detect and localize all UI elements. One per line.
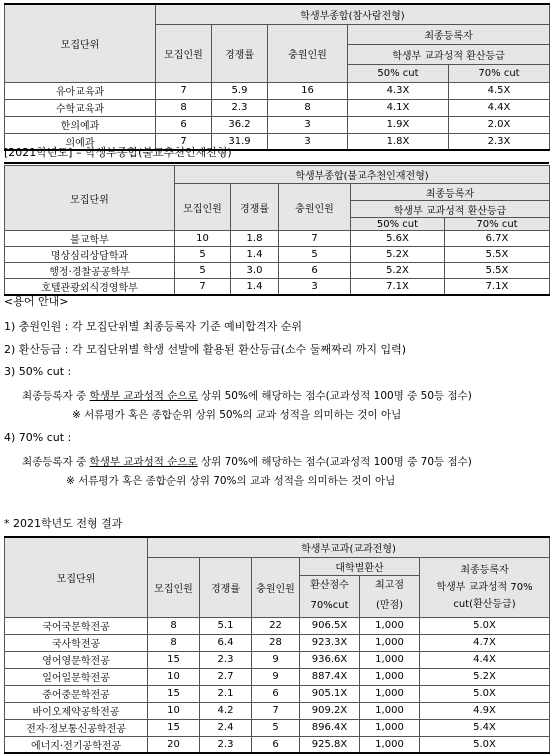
filled-header: 충원인원 bbox=[279, 184, 351, 231]
grade-header: 학생부 교과성적 환산등급 bbox=[348, 44, 550, 64]
unit-header: 모집단위 bbox=[5, 537, 148, 617]
ratio-cell: 2.3 bbox=[212, 99, 268, 116]
unit-cell: 에너지·전기공학전공 bbox=[5, 736, 148, 753]
max-cell: 1,000 bbox=[360, 634, 420, 651]
table-row bbox=[5, 736, 550, 753]
max-cell: 1,000 bbox=[360, 719, 420, 736]
score-header-line1: 환산점수 bbox=[310, 580, 349, 591]
filled-cell: 6 bbox=[279, 263, 351, 279]
max-cell: 1,000 bbox=[360, 651, 420, 668]
term-70cut-desc bbox=[22, 454, 472, 469]
cut70-cell: 5.5X bbox=[445, 247, 550, 263]
unit-cell: 국어국문학전공 bbox=[5, 617, 148, 634]
term-70cut: 4) 70% cut : bbox=[4, 431, 72, 444]
quota-cell: 5 bbox=[175, 247, 231, 263]
ratio-cell: 2.1 bbox=[200, 685, 252, 702]
filled-cell: 22 bbox=[252, 617, 300, 634]
quota-cell: 7 bbox=[175, 279, 231, 296]
table-row bbox=[5, 247, 550, 263]
unit-cell: 유아교육과 bbox=[5, 82, 156, 99]
unit-header: 모집단위 bbox=[5, 4, 156, 82]
cut70-cell: 7.1X bbox=[445, 279, 550, 296]
cut70-cell: 4.5X bbox=[449, 82, 550, 99]
max-header-line2: (만점) bbox=[375, 600, 404, 611]
cut70-cell: 4.4X bbox=[449, 99, 550, 116]
quota-cell: 7 bbox=[156, 82, 212, 99]
grade-cell: 4.4X bbox=[420, 651, 550, 668]
unit-cell: 영어영문학전공 bbox=[5, 651, 148, 668]
filled-cell: 16 bbox=[268, 82, 348, 99]
term-underlined: 학생부 교과성적 순으로 bbox=[89, 456, 198, 468]
unit-cell: 국사학전공 bbox=[5, 634, 148, 651]
score-cell: 936.6X bbox=[300, 651, 360, 668]
cut70-header: 70% cut bbox=[449, 64, 550, 82]
cut50-header: 50% cut bbox=[351, 218, 445, 231]
unit-cell: 전자·정보통신공학전공 bbox=[5, 719, 148, 736]
grade-cell: 5.4X bbox=[420, 719, 550, 736]
ratio-cell: 2.4 bbox=[200, 719, 252, 736]
score-cell: 906.5X bbox=[300, 617, 360, 634]
term-50cut-desc bbox=[22, 388, 472, 403]
quota-cell: 6 bbox=[156, 116, 212, 133]
table-row bbox=[5, 634, 550, 651]
ratio-cell: 2.3 bbox=[200, 651, 252, 668]
unit-cell: 중어중문학전공 bbox=[5, 685, 148, 702]
table-row bbox=[5, 99, 550, 116]
ratio-cell: 6.4 bbox=[200, 634, 252, 651]
table-row bbox=[5, 719, 550, 736]
ratio-cell: 5.1 bbox=[200, 617, 252, 634]
filled-header: 충원인원 bbox=[268, 24, 348, 82]
ratio-header: 경쟁률 bbox=[231, 184, 279, 231]
filled-cell: 7 bbox=[252, 702, 300, 719]
max-cell: 1,000 bbox=[360, 617, 420, 634]
grade-cell: 4.7X bbox=[420, 634, 550, 651]
cut50-cell: 5.2X bbox=[351, 247, 445, 263]
table-row bbox=[5, 685, 550, 702]
term-50cut-note: ※ 서류평가 혹은 종합순위 상위 50%의 교과 성적을 의미하는 것이 아님 bbox=[72, 409, 402, 421]
admission-table-gyogwa bbox=[4, 536, 550, 754]
cut50-cell: 7.1X bbox=[351, 279, 445, 296]
table-row bbox=[5, 668, 550, 685]
ratio-cell: 1.4 bbox=[231, 279, 279, 296]
cut70-cell: 2.3X bbox=[449, 133, 550, 150]
ratio-cell: 31.9 bbox=[212, 133, 268, 150]
score-header-line2: 70%cut bbox=[310, 600, 349, 611]
quota-header: 모집인원 bbox=[156, 24, 212, 82]
filled-header: 충원인원 bbox=[252, 557, 300, 617]
grade-cell: 5.0X bbox=[420, 617, 550, 634]
term-text: 최종등록자 중 bbox=[22, 390, 90, 402]
grade-cell: 5.0X bbox=[420, 685, 550, 702]
cut50-cell: 5.2X bbox=[351, 263, 445, 279]
cut50-cell: 1.9X bbox=[348, 116, 449, 133]
quota-header: 모집인원 bbox=[175, 184, 231, 231]
filled-cell: 9 bbox=[252, 651, 300, 668]
term-text: 최종등록자 중 bbox=[22, 456, 90, 468]
quota-cell: 15 bbox=[148, 719, 200, 736]
max-header-line1: 최고점 bbox=[375, 580, 404, 591]
table-row bbox=[5, 279, 550, 296]
term-50cut: 3) 50% cut : bbox=[4, 365, 72, 378]
term-filled: 1) 충원인원 : 각 모집단위별 최종등록자 기준 예비합격자 순위 bbox=[4, 320, 302, 333]
conversion-header: 대학별환산 bbox=[300, 557, 420, 575]
table-row bbox=[5, 82, 550, 99]
filled-cell: 6 bbox=[252, 685, 300, 702]
score-cell: 923.3X bbox=[300, 634, 360, 651]
ratio-cell: 5.9 bbox=[212, 82, 268, 99]
max-cell: 1,000 bbox=[360, 736, 420, 753]
filled-cell: 7 bbox=[279, 231, 351, 247]
terms-title: <용어 안내> bbox=[4, 295, 69, 308]
quota-cell: 8 bbox=[148, 617, 200, 634]
quota-cell: 5 bbox=[175, 263, 231, 279]
score-cell: 905.1X bbox=[300, 685, 360, 702]
quota-cell: 10 bbox=[175, 231, 231, 247]
table-row bbox=[5, 263, 550, 279]
admission-table-bulgyo bbox=[4, 165, 550, 296]
cut50-cell: 5.6X bbox=[351, 231, 445, 247]
unit-cell: 행정·경찰공공학부 bbox=[5, 263, 175, 279]
quota-cell: 10 bbox=[148, 668, 200, 685]
ratio-header: 경쟁률 bbox=[200, 557, 252, 617]
final-header bbox=[420, 557, 550, 617]
score-cell: 887.4X bbox=[300, 668, 360, 685]
score-cell: 896.4X bbox=[300, 719, 360, 736]
cut70-header: 70% cut bbox=[445, 218, 550, 231]
quota-cell: 10 bbox=[148, 702, 200, 719]
max-header bbox=[360, 575, 420, 617]
quota-cell: 15 bbox=[148, 685, 200, 702]
score-cell: 925.8X bbox=[300, 736, 360, 753]
final-header-line3: cut(환산등급) bbox=[453, 598, 516, 610]
unit-cell: 한의예과 bbox=[5, 116, 156, 133]
grade-cell: 4.9X bbox=[420, 702, 550, 719]
unit-cell: 호텔관광외식경영학부 bbox=[5, 279, 175, 296]
term-text: 상위 50%에 해당하는 점수(교과성적 100명 중 50등 점수) bbox=[197, 390, 472, 402]
unit-header: 모집단위 bbox=[5, 166, 175, 231]
unit-cell: 의예과 bbox=[5, 133, 156, 150]
max-cell: 1,000 bbox=[360, 702, 420, 719]
unit-cell: 명상심리상담학과 bbox=[5, 247, 175, 263]
term-70cut-note: ※ 서류평가 혹은 종합순위 상위 70%의 교과 성적을 의미하는 것이 아님 bbox=[66, 475, 396, 487]
score-header bbox=[300, 575, 360, 617]
section-title-bulgyo: [2021학년도] – 학생부종합(불교추천인재전형) bbox=[4, 146, 232, 159]
quota-cell: 15 bbox=[148, 651, 200, 668]
filled-cell: 5 bbox=[252, 719, 300, 736]
quota-cell: 8 bbox=[156, 99, 212, 116]
cut50-cell: 4.3X bbox=[348, 82, 449, 99]
filled-cell: 5 bbox=[279, 247, 351, 263]
final-header-line1: 최종등록자 bbox=[460, 564, 509, 576]
section-title-results: * 2021학년도 전형 결과 bbox=[4, 517, 123, 530]
max-cell: 1,000 bbox=[360, 685, 420, 702]
grade-cell: 5.2X bbox=[420, 668, 550, 685]
score-cell: 909.2X bbox=[300, 702, 360, 719]
term-conversion: 2) 환산등급 : 각 모집단위별 학생 선발에 활용된 환산등급(소수 둘째짜리 까지 입력) bbox=[4, 343, 407, 356]
filled-cell: 3 bbox=[268, 133, 348, 150]
grade-header: 학생부 교과성적 환산등급 bbox=[351, 201, 550, 218]
term-text: 상위 70%에 해당하는 점수(교과성적 100명 중 70등 점수) bbox=[197, 456, 472, 468]
section-divider bbox=[4, 162, 549, 164]
unit-cell: 수학교육과 bbox=[5, 99, 156, 116]
quota-cell: 8 bbox=[148, 634, 200, 651]
ratio-cell: 36.2 bbox=[212, 116, 268, 133]
ratio-cell: 1.8 bbox=[231, 231, 279, 247]
group-header: 학생부종합(참사람전형) bbox=[156, 4, 550, 24]
quota-cell: 7 bbox=[156, 133, 212, 150]
ratio-cell: 1.4 bbox=[231, 247, 279, 263]
ratio-cell: 2.7 bbox=[200, 668, 252, 685]
filled-cell: 9 bbox=[252, 668, 300, 685]
cut70-cell: 5.5X bbox=[445, 263, 550, 279]
quota-cell: 20 bbox=[148, 736, 200, 753]
term-underlined: 학생부 교과성적 순으로 bbox=[89, 390, 198, 402]
cut50-cell: 4.1X bbox=[348, 99, 449, 116]
table-row bbox=[5, 702, 550, 719]
ratio-cell: 4.2 bbox=[200, 702, 252, 719]
group-header: 학생부종합(불교추천인재전형) bbox=[175, 166, 550, 184]
final-header: 최종등록자 bbox=[351, 184, 550, 201]
cut70-cell: 2.0X bbox=[449, 116, 550, 133]
unit-cell: 바이오제약공학전공 bbox=[5, 702, 148, 719]
table-row bbox=[5, 651, 550, 668]
filled-cell: 6 bbox=[252, 736, 300, 753]
final-header: 최종등록자 bbox=[348, 24, 550, 44]
cut70-cell: 6.7X bbox=[445, 231, 550, 247]
table-row bbox=[5, 231, 550, 247]
max-cell: 1,000 bbox=[360, 668, 420, 685]
filled-cell: 28 bbox=[252, 634, 300, 651]
admission-table-chamsaram bbox=[4, 3, 550, 151]
filled-cell: 8 bbox=[268, 99, 348, 116]
table-row bbox=[5, 116, 550, 133]
cut50-header: 50% cut bbox=[348, 64, 449, 82]
ratio-header: 경쟁률 bbox=[212, 24, 268, 82]
final-header-line2: 학생부 교과성적 70% bbox=[436, 581, 533, 593]
unit-cell: 일어일문학전공 bbox=[5, 668, 148, 685]
cut50-cell: 1.8X bbox=[348, 133, 449, 150]
ratio-cell: 3.0 bbox=[231, 263, 279, 279]
quota-header: 모집인원 bbox=[148, 557, 200, 617]
filled-cell: 3 bbox=[279, 279, 351, 296]
ratio-cell: 2.3 bbox=[200, 736, 252, 753]
table-row bbox=[5, 617, 550, 634]
grade-cell: 5.0X bbox=[420, 736, 550, 753]
unit-cell: 불교학부 bbox=[5, 231, 175, 247]
group-header: 학생부교과(교과전형) bbox=[148, 537, 550, 557]
filled-cell: 3 bbox=[268, 116, 348, 133]
